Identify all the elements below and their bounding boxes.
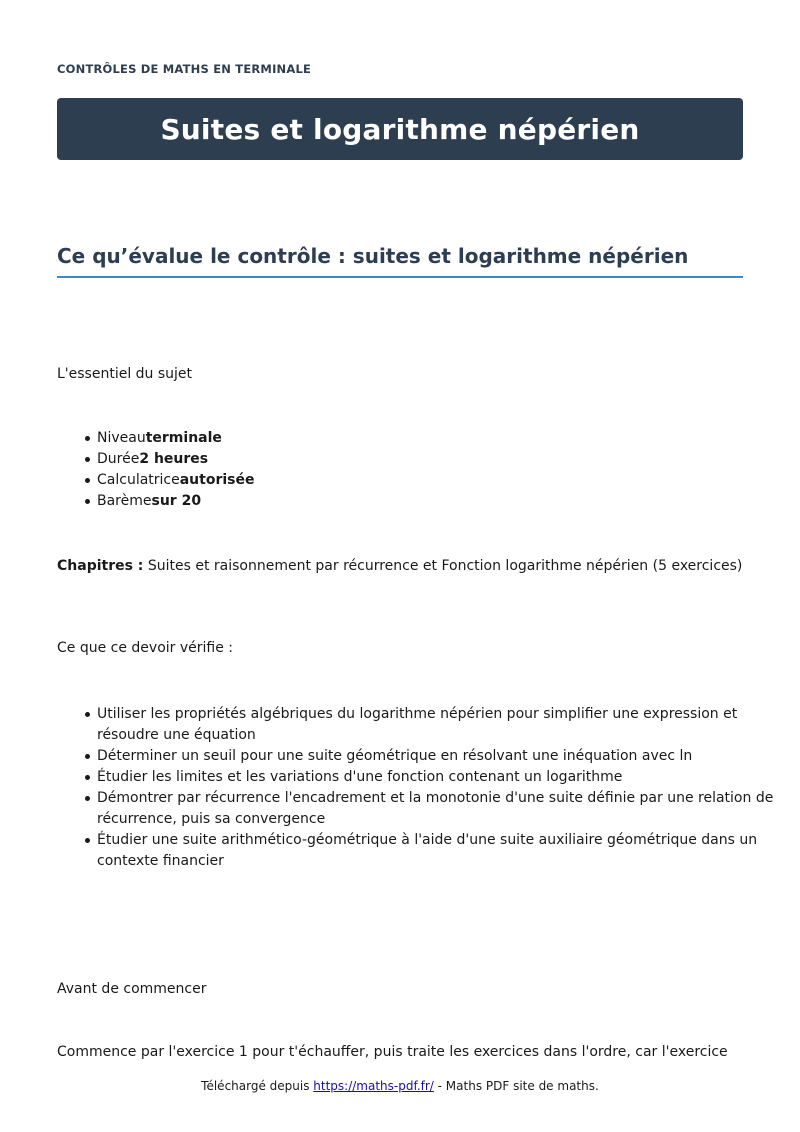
item-key: Barème xyxy=(97,493,152,509)
footer-link[interactable]: https://maths-pdf.fr/ xyxy=(313,1079,434,1093)
page-footer xyxy=(0,1079,800,1093)
chapitres-text: Suites et raisonnement par récurrence et Fonction logarithme népérien (5 exercices) xyxy=(143,558,743,574)
list-item: Étudier une suite arithmético-géométrique à l'aide d'une suite auxiliaire géométrique dans un contexte financier xyxy=(97,830,783,872)
item-value: 2 heures xyxy=(139,451,209,467)
item-value: terminale xyxy=(145,430,222,446)
footer-prefix: Téléchargé depuis xyxy=(201,1079,314,1093)
chapitres-label: Chapitres : xyxy=(57,558,144,574)
title-banner xyxy=(57,98,743,160)
item-value: sur 20 xyxy=(151,493,202,509)
chapitres-paragraph xyxy=(57,556,743,577)
avant-text: Commence par l'exercice 1 pour t'échauffer, puis traite les exercices dans l'ordre, car l'exercice xyxy=(57,1044,728,1060)
list-item xyxy=(97,428,783,449)
avant-label: Avant de commencer xyxy=(57,981,207,997)
essentiel-label: L'essentiel du sujet xyxy=(57,366,193,382)
list-item: Étudier les limites et les variations d'une fonction contenant un logarithme xyxy=(97,767,783,788)
eyebrow-label: CONTRÔLES DE MATHS EN TERMINALE xyxy=(57,62,312,76)
section-title: Ce qu’évalue le contrôle : suites et logarithme népérien xyxy=(57,244,689,268)
essentiel-list xyxy=(57,428,783,512)
list-item xyxy=(97,449,783,470)
list-item xyxy=(97,470,783,491)
item-key: Niveau xyxy=(97,430,146,446)
item-key: Durée xyxy=(97,451,140,467)
item-value: autorisée xyxy=(179,472,255,488)
list-item: Démontrer par récurrence l'encadrement et la monotonie d'une suite définie par une relation de récurrence, puis sa convergence xyxy=(97,788,783,830)
list-item xyxy=(97,491,783,512)
item-key: Calculatrice xyxy=(97,472,180,488)
footer-suffix: - Maths PDF site de maths. xyxy=(433,1079,599,1093)
page-title: Suites et logarithme népérien xyxy=(160,112,640,146)
verifie-label: Ce que ce devoir vérifie : xyxy=(57,640,234,656)
section-heading xyxy=(57,244,743,278)
list-item: Déterminer un seuil pour une suite géométrique en résolvant une inéquation avec ln xyxy=(97,746,783,767)
list-item: Utiliser les propriétés algébriques du logarithme népérien pour simplifier une expression et résoudre une équation xyxy=(97,704,783,746)
verifie-list xyxy=(57,704,783,872)
